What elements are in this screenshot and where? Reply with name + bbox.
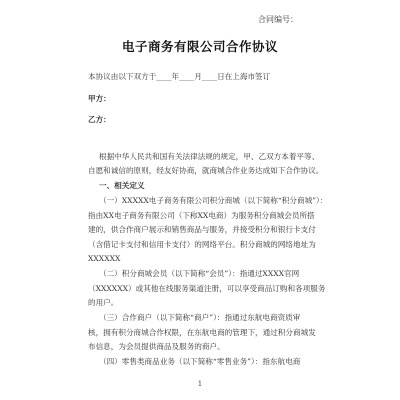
definition-line: （四）零售类商品业务（以下简称“零售业务”）：指东航电商 xyxy=(99,357,301,366)
definition-line: （一）XXXXX电子商务有限公司积分商城（以下简称“积分商城”）： xyxy=(99,196,328,205)
definition-line: XXXXXX xyxy=(88,254,121,263)
definition-line: 的用户。 xyxy=(88,298,119,307)
definition-line: （XXXXXX）或其他在线服务渠道注册，可以享受商品订购和各项服务 xyxy=(88,284,326,293)
definition-line: （二）积分商城会员（以下简称“会员”）：指通过XXXX官网 xyxy=(99,269,300,278)
party-a-label: 甲方： xyxy=(88,94,111,103)
definition-line: 建的，供合作商户展示和销售商品与服务，并接受积分和银行卡支付 xyxy=(88,225,316,234)
definition-line: 布信息，为会员提供商品及服务的商户。 xyxy=(88,342,225,351)
definition-line: （含借记卡支付和信用卡支付）的网络平台。积分商城的网络地址为 xyxy=(88,240,316,249)
contract-number-label: 合同编号： xyxy=(258,15,298,24)
preamble-line: 自愿和诚信的原则，经友好协商，就商城合作业务达成如下合作协议。 xyxy=(88,166,324,175)
party-b-label: 乙方： xyxy=(88,115,111,124)
definition-line: 核，拥有积分商城合作权限，在东航电商的管理下，通过积分商城发 xyxy=(88,328,316,337)
document-title: 电子商务有限公司合作协议 xyxy=(121,39,278,54)
intro-line: 本协议由以下双方于____年____月____日在上海市签订 xyxy=(88,72,271,81)
page-number: 1 xyxy=(197,380,203,388)
definition-line: 指由XX电子商务有限公司（下称XX电商）为服务积分商城会员所搭 xyxy=(88,211,315,220)
definition-line: （三）合作商户（以下简称“商户”）：指通过东航电商资质审 xyxy=(99,313,301,322)
section-heading: 一、相关定义 xyxy=(99,181,145,190)
preamble-line: 根据中华人民共和国有关法律法规的规定，甲、乙双方本着平等、 xyxy=(99,152,320,161)
